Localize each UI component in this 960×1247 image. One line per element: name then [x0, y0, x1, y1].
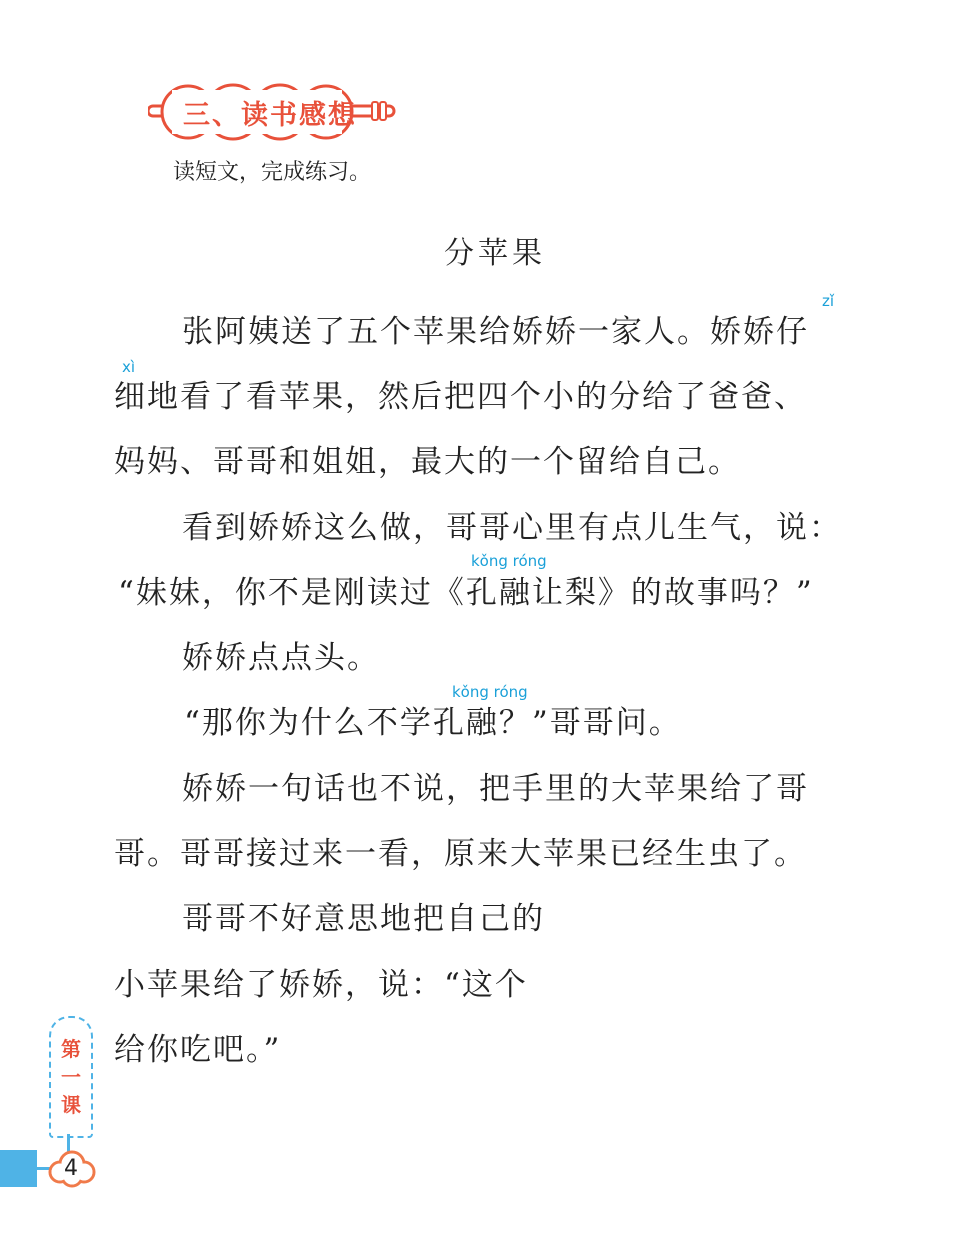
story-line-10: 哥哥不好意思地把自己的 [182, 901, 545, 937]
pinyin-kongrong-2: kǒng róng [452, 683, 528, 701]
story-line-6: 娇娇点点头。 [182, 640, 380, 676]
lesson-tag [49, 1016, 93, 1138]
section-banner [148, 80, 398, 144]
story-line-8: 娇娇一句话也不说，把手里的大苹果给了哥 [182, 771, 809, 807]
pinyin-xi: xì [122, 358, 136, 376]
story-line-3: 妈妈、哥哥和姐姐，最大的一个留给自己。 [114, 444, 741, 480]
pinyin-zi: zǐ [822, 292, 835, 310]
instruction-text: 读短文，完成练习。 [173, 160, 372, 185]
lesson-tag-char-1: 第 [61, 1037, 81, 1061]
lesson-tag-char-2: 一 [61, 1065, 81, 1089]
story-line-11: 小苹果给了娇娇，说：“这个 [114, 967, 528, 1003]
pinyin-kongrong-1: kǒng róng [471, 552, 547, 570]
story-line-12: 给你吃吧。” [114, 1032, 282, 1068]
story-line-2: 细地看了看苹果，然后把四个小的分给了爸爸、 [114, 379, 807, 415]
story-title: 分苹果 [444, 236, 546, 271]
section-title: 三、读书感想 [183, 99, 357, 131]
lesson-tag-char-3: 课 [61, 1093, 81, 1117]
page-corner-block [0, 1150, 37, 1187]
story-line-4: 看到娇娇这么做，哥哥心里有点儿生气，说： [182, 510, 842, 546]
story-line-7: “那你为什么不学孔融？”哥哥问。 [184, 705, 682, 741]
story-line-5: “妹妹，你不是刚读过《孔融让梨》的故事吗？” [118, 575, 814, 611]
page-number: 4 [64, 1155, 78, 1181]
story-line-1: 张阿姨送了五个苹果给娇娇一家人。娇娇仔 [182, 314, 809, 350]
story-line-9: 哥。哥哥接过来一看，原来大苹果已经生虫了。 [114, 836, 807, 872]
